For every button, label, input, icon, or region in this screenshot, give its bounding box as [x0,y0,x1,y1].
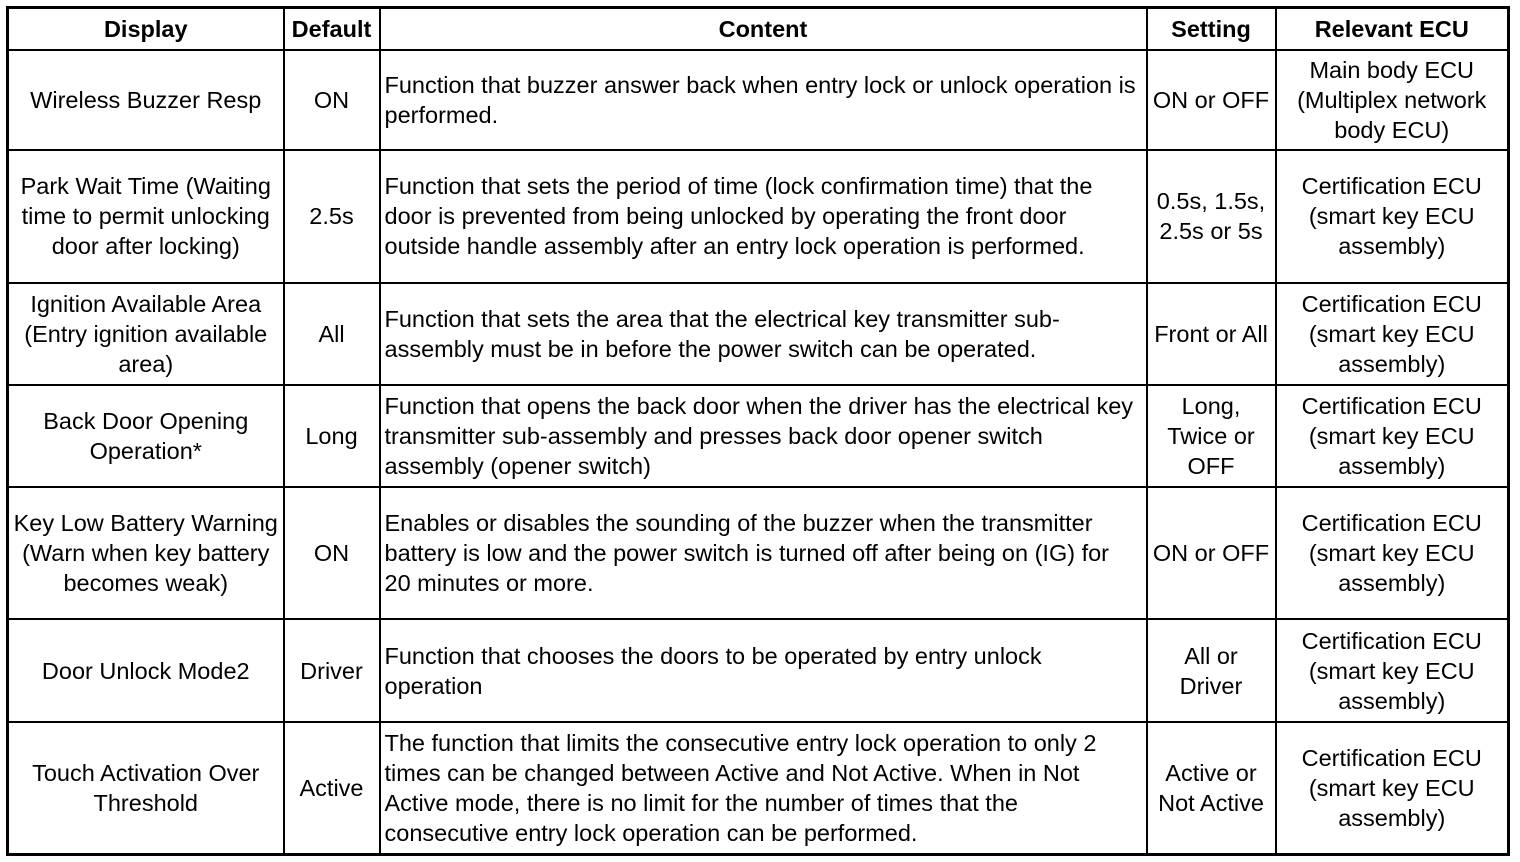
cell-default: Driver [284,619,380,721]
cell-content: The function that limits the consecutive entry lock operation to only 2 times can be changed between Active and Not Active. When in Not Active mode, there is no limit for the number of times that the consecutive entry lock operation can be performed. [380,722,1147,855]
cell-setting: ON or OFF [1147,50,1276,150]
header-content: Content [380,8,1147,51]
cell-display: Door Unlock Mode2 [8,619,284,721]
table-body [8,50,1509,855]
cell-content: Function that sets the area that the electrical key transmitter sub-assembly must be in before the power switch can be operated. [380,283,1147,385]
cell-setting: Active or Not Active [1147,722,1276,855]
cell-setting: Long, Twice or OFF [1147,385,1276,487]
cell-default: All [284,283,380,385]
table-row [8,50,1509,150]
table-row [8,385,1509,487]
cell-default: Active [284,722,380,855]
cell-relevant-ecu: Certification ECU (smart key ECU assembly) [1276,619,1509,721]
header-default: Default [284,8,380,51]
cell-content: Function that opens the back door when the driver has the electrical key transmitter sub-assembly and presses back door opener switch assembly (opener switch) [380,385,1147,487]
table-row [8,150,1509,282]
cell-content: Function that sets the period of time (lock confirmation time) that the door is prevented from being unlocked by operating the front door outside handle assembly after an entry lock operation is performed. [380,150,1147,282]
cell-setting: All or Driver [1147,619,1276,721]
cell-default: 2.5s [284,150,380,282]
cell-display: Park Wait Time (Waiting time to permit unlocking door after locking) [8,150,284,282]
cell-setting: ON or OFF [1147,487,1276,619]
header-setting: Setting [1147,8,1276,51]
cell-relevant-ecu: Main body ECU (Multiplex network body ECU) [1276,50,1509,150]
cell-default: ON [284,487,380,619]
cell-relevant-ecu: Certification ECU (smart key ECU assembly) [1276,150,1509,282]
cell-relevant-ecu: Certification ECU (smart key ECU assembly) [1276,722,1509,855]
table-header [8,8,1509,51]
cell-default: Long [284,385,380,487]
customize-parameters-table [6,6,1510,856]
cell-setting: 0.5s, 1.5s, 2.5s or 5s [1147,150,1276,282]
cell-display: Ignition Available Area (Entry ignition available area) [8,283,284,385]
cell-content: Enables or disables the sounding of the buzzer when the transmitter battery is low and the power switch is turned off after being on (IG) for 20 minutes or more. [380,487,1147,619]
table-row [8,487,1509,619]
cell-display: Back Door Opening Operation* [8,385,284,487]
cell-relevant-ecu: Certification ECU (smart key ECU assembly) [1276,283,1509,385]
cell-content: Function that chooses the doors to be operated by entry unlock operation [380,619,1147,721]
cell-display: Key Low Battery Warning (Warn when key battery becomes weak) [8,487,284,619]
table-row [8,722,1509,855]
cell-display: Wireless Buzzer Resp [8,50,284,150]
table-row [8,283,1509,385]
header-row [8,8,1509,51]
cell-display: Touch Activation Over Threshold [8,722,284,855]
cell-default: ON [284,50,380,150]
cell-relevant-ecu: Certification ECU (smart key ECU assembly) [1276,487,1509,619]
cell-content: Function that buzzer answer back when entry lock or unlock operation is performed. [380,50,1147,150]
table-row [8,619,1509,721]
cell-relevant-ecu: Certification ECU (smart key ECU assembly) [1276,385,1509,487]
header-relevant-ecu: Relevant ECU [1276,8,1509,51]
header-display: Display [8,8,284,51]
cell-setting: Front or All [1147,283,1276,385]
